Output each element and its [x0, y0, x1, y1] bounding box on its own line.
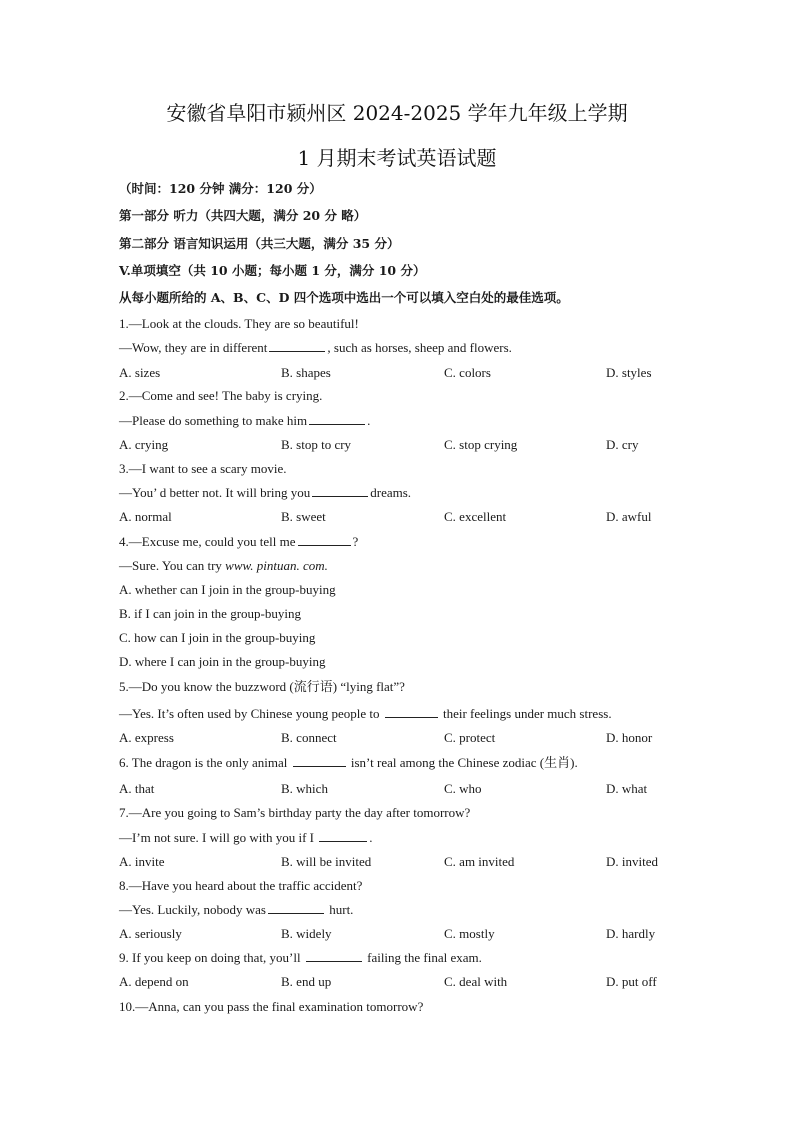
- answer-blank: [298, 533, 351, 546]
- question-9: [119, 949, 482, 967]
- question-4-response: [119, 557, 328, 575]
- question-8-response: [119, 901, 353, 919]
- question-text-pre: 4.—Excuse me, could you tell me: [119, 534, 296, 549]
- answer-blank: [268, 901, 324, 914]
- section5-heading: V.单项填空（共 10 小题；每小题 1 分，满分 10 分）: [119, 263, 426, 278]
- question-5: 5.—Do you know the buzzword (流行语) “lying flat”?: [119, 679, 405, 694]
- q7-option-a: A. invite: [119, 854, 165, 869]
- part2-heading: 第二部分 语言知识运用（共三大题，满分 35 分）: [119, 236, 400, 251]
- question-text-pre: 9. If you keep on doing that, you’ll: [119, 950, 301, 965]
- q6-option-b: B. which: [281, 781, 328, 796]
- q5-option-a: A. express: [119, 730, 174, 745]
- response-text-pre: —Yes. It’s often used by Chinese young people to: [119, 706, 380, 721]
- q9-option-d: D. put off: [606, 974, 657, 989]
- question-text-post: ?: [352, 534, 359, 549]
- q6-option-c: C. who: [444, 781, 482, 796]
- question-4: [119, 533, 358, 551]
- question-6: [119, 754, 578, 772]
- question-1-response: [119, 339, 512, 357]
- answer-blank: [293, 754, 346, 767]
- q2-option-d: D. cry: [606, 437, 639, 452]
- q4-option-b: B. if I can join in the group-buying: [119, 606, 301, 621]
- question-2: 2.—Come and see! The baby is crying.: [119, 388, 323, 403]
- q8-option-a: A. seriously: [119, 926, 182, 941]
- response-text-post: their feelings under much stress.: [442, 706, 612, 721]
- response-text-pre: —I’m not sure. I will go with you if I: [119, 830, 314, 845]
- question-5-response: [119, 705, 612, 723]
- q2-option-b: B. stop to cry: [281, 437, 352, 452]
- response-text-pre: —Yes. Luckily, nobody was: [119, 902, 266, 917]
- q5-option-c: C. protect: [444, 730, 496, 745]
- q9-option-b: B. end up: [281, 974, 332, 989]
- response-text-pre: —Please do something to make him: [119, 413, 308, 428]
- q4-option-a: A. whether can I join in the group-buying: [119, 582, 336, 597]
- q7-option-d: D. invited: [606, 854, 658, 869]
- time-info: （时间：120 分钟 满分：120 分）: [119, 181, 322, 196]
- question-7-response: [119, 829, 372, 847]
- response-text-post: hurt.: [329, 902, 354, 917]
- exam-title-line2: 1 月期末考试英语试题: [297, 146, 497, 170]
- q8-option-d: D. hardly: [606, 926, 656, 941]
- question-10: 10.—Anna, can you pass the final examination tomorrow?: [119, 999, 424, 1014]
- response-text-pre: —Wow, they are in different: [119, 340, 268, 355]
- q1-option-a: A. sizes: [119, 365, 161, 380]
- question-1: 1.—Look at the clouds. They are so beautiful!: [119, 316, 359, 331]
- q7-option-c: C. am invited: [444, 854, 515, 869]
- q4-option-d: D. where I can join in the group-buying: [119, 654, 326, 669]
- answer-blank: [385, 705, 438, 718]
- response-text-post: , such as horses, sheep and flowers.: [327, 340, 512, 355]
- response-text-pre: —Sure. You can try: [119, 558, 222, 573]
- question-2-response: [119, 412, 370, 430]
- response-text-post: dreams.: [370, 485, 412, 500]
- q8-option-c: C. mostly: [444, 926, 495, 941]
- q1-option-b: B. shapes: [281, 365, 331, 380]
- response-text-post: .: [369, 830, 373, 845]
- q5-option-b: B. connect: [281, 730, 337, 745]
- q9-option-c: C. deal with: [444, 974, 508, 989]
- q5-option-d: D. honor: [606, 730, 653, 745]
- q3-option-b: B. sweet: [281, 509, 326, 524]
- q3-option-a: A. normal: [119, 509, 172, 524]
- question-3: 3.—I want to see a scary movie.: [119, 461, 287, 476]
- question-3-response: [119, 484, 411, 502]
- q9-option-a: A. depend on: [119, 974, 189, 989]
- q4-option-c: C. how can I join in the group-buying: [119, 630, 316, 645]
- q3-option-c: C. excellent: [444, 509, 507, 524]
- answer-blank: [319, 829, 367, 842]
- q8-option-b: B. widely: [281, 926, 332, 941]
- q2-option-a: A. crying: [119, 437, 169, 452]
- part1-heading: 第一部分 听力（共四大题，满分 20 分 略）: [119, 208, 367, 223]
- response-text-pre: —You’ d better not. It will bring you: [119, 485, 311, 500]
- question-7: 7.—Are you going to Sam’s birthday party the day after tomorrow?: [119, 805, 471, 820]
- question-text-post: isn’t real among the Chinese zodiac (生肖).: [350, 755, 578, 770]
- exam-title-line1: 安徽省阜阳市颍州区 2024-2025 学年九年级上学期: [166, 101, 628, 125]
- q6-option-a: A. that: [119, 781, 155, 796]
- question-text-post: failing the final exam.: [367, 950, 482, 965]
- q2-option-c: C. stop crying: [444, 437, 518, 452]
- q7-option-b: B. will be invited: [281, 854, 372, 869]
- answer-blank: [269, 339, 325, 352]
- q1-option-c: C. colors: [444, 365, 491, 380]
- answer-blank: [312, 484, 368, 497]
- answer-blank: [306, 949, 362, 962]
- q3-option-d: D. awful: [606, 509, 652, 524]
- instruction: 从每小题所给的 A、B、C、D 四个选项中选出一个可以填入空白处的最佳选项。: [119, 290, 569, 305]
- response-text-post: .: [367, 413, 371, 428]
- question-8: 8.—Have you heard about the traffic accident?: [119, 878, 363, 893]
- website-url: www. pintuan. com.: [225, 558, 328, 573]
- answer-blank: [309, 412, 365, 425]
- q6-option-d: D. what: [606, 781, 648, 796]
- q1-option-d: D. styles: [606, 365, 652, 380]
- question-text-pre: 6. The dragon is the only animal: [119, 755, 288, 770]
